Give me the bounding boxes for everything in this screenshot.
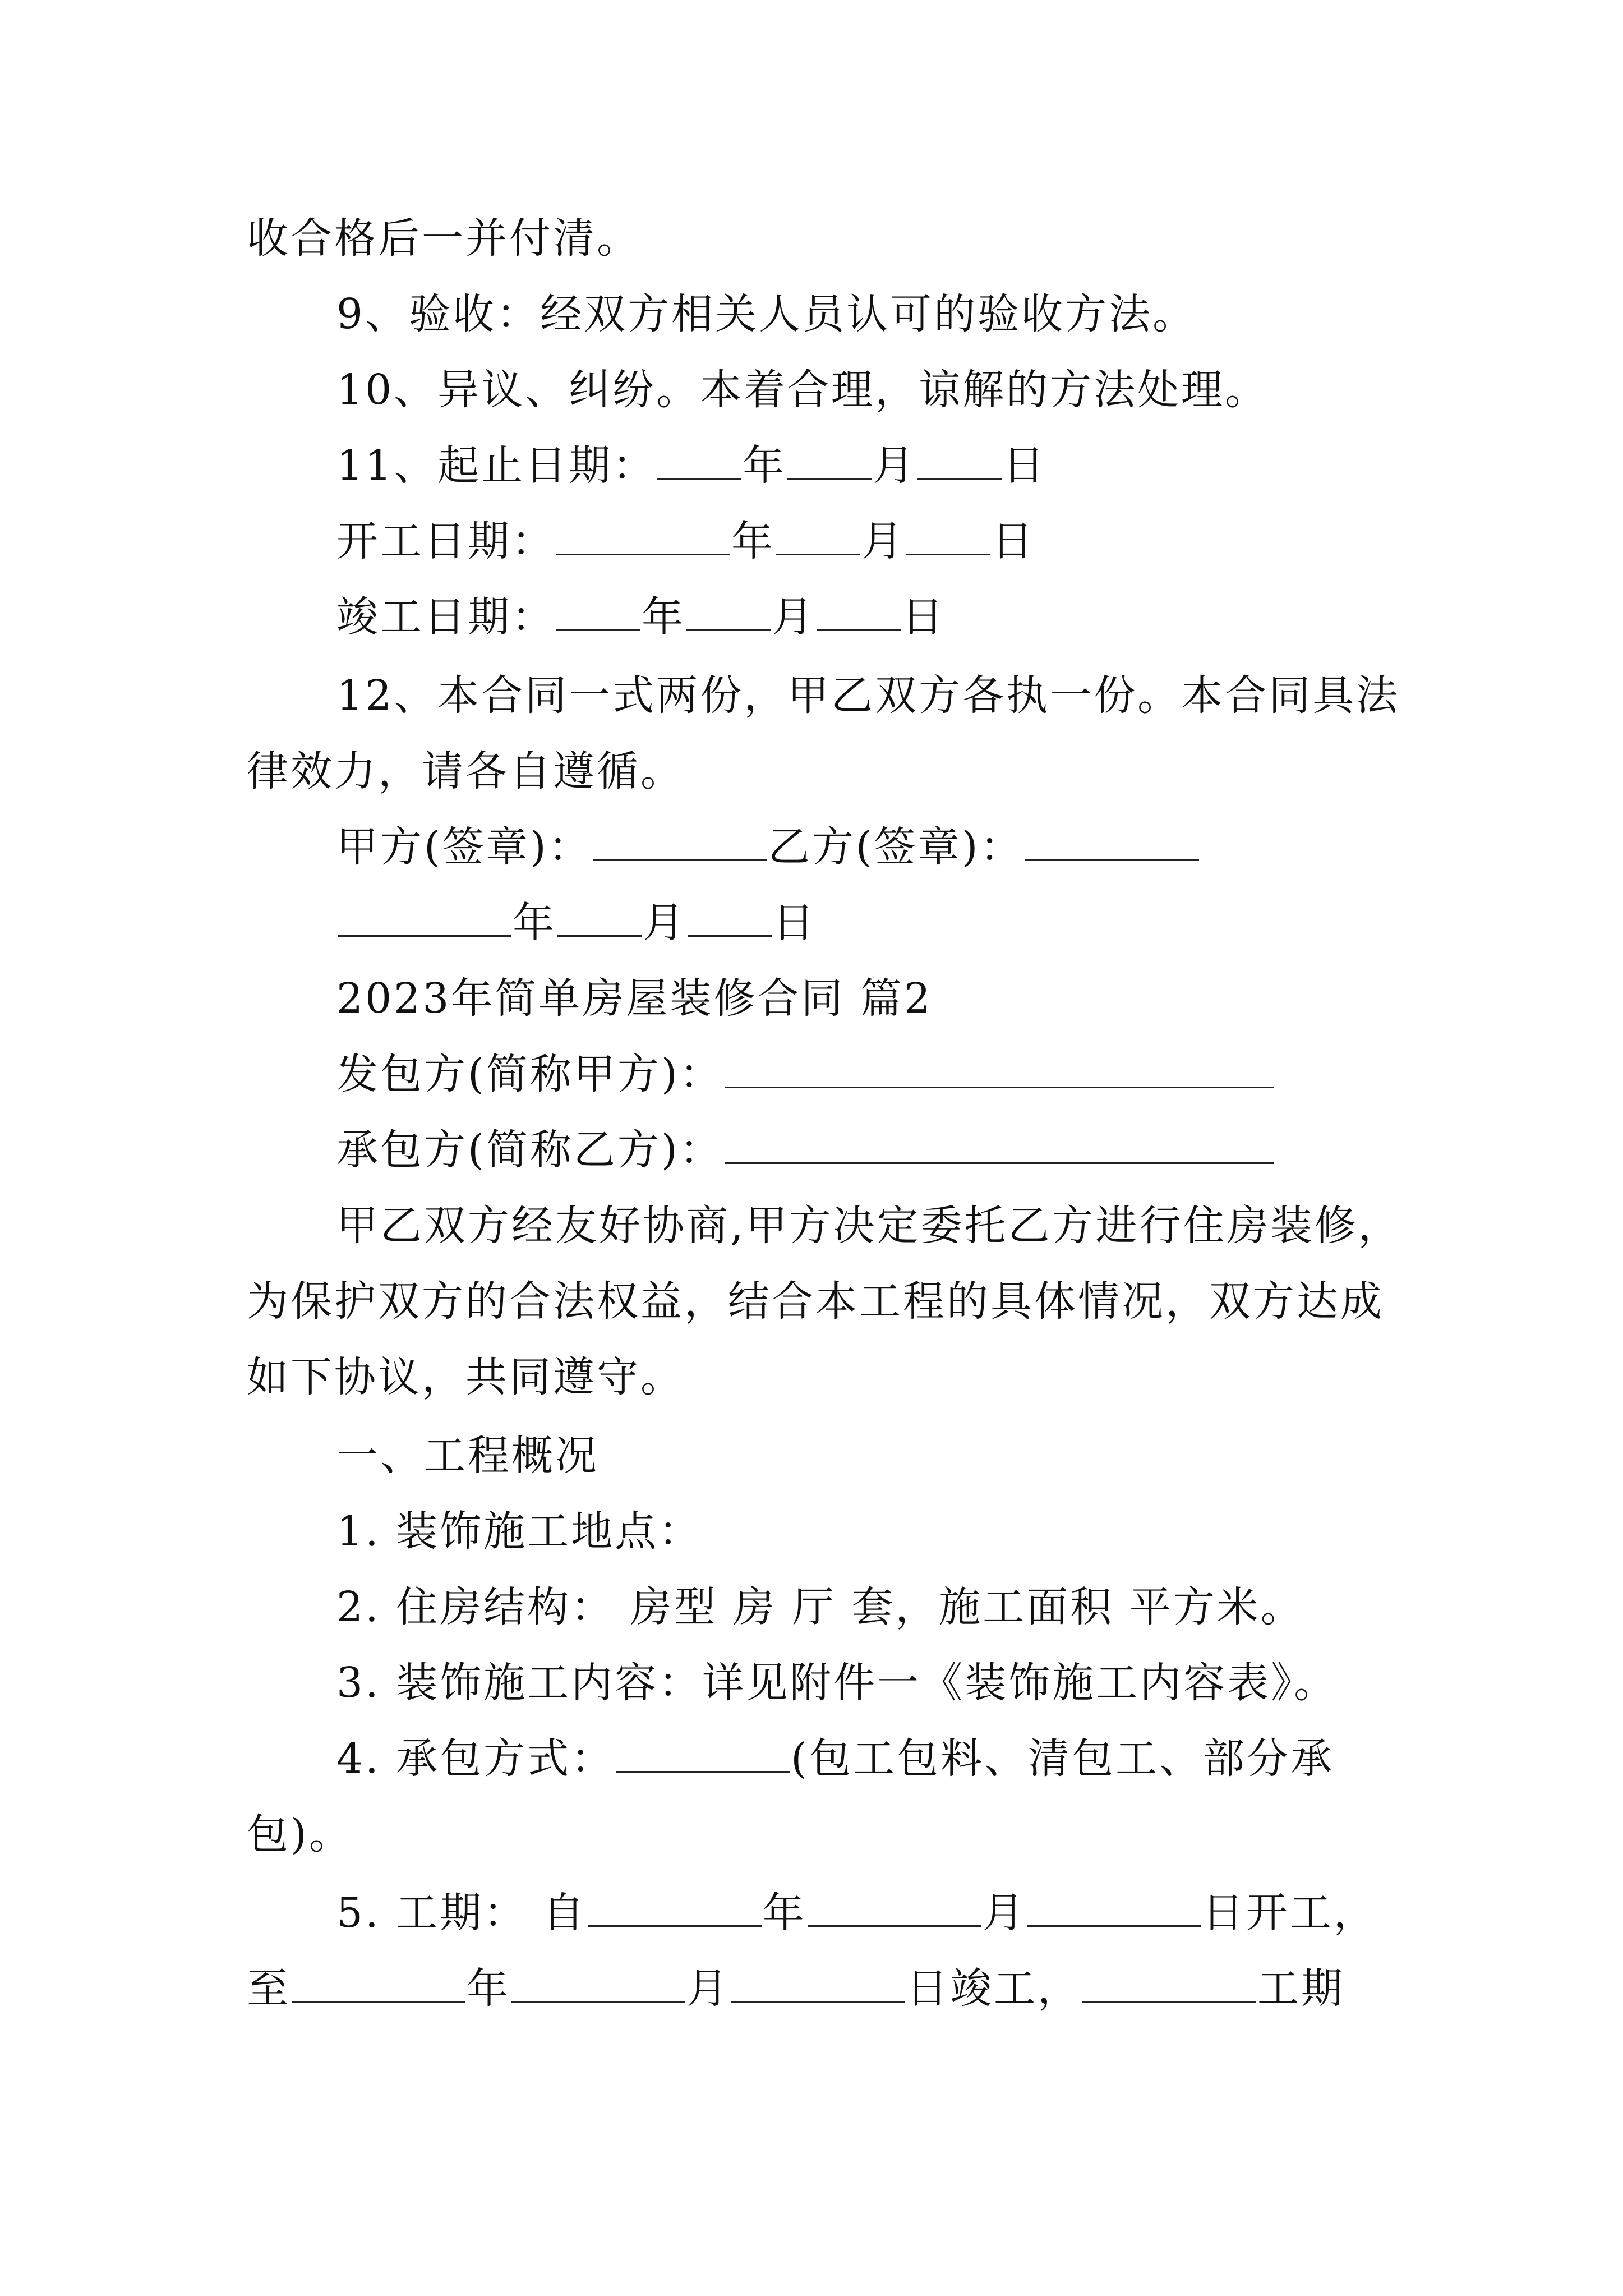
party-a-signature-blank[interactable] [593,820,767,861]
contractor-label: 承包方(简称乙方)： [336,1126,723,1174]
item-1-location: 1. 装饰施工地点： [336,1507,703,1556]
day-unit: 日 [1003,441,1047,490]
year-unit: 年 [743,441,787,490]
day-blank[interactable] [1027,1886,1201,1927]
month-unit: 月 [982,1889,1026,1937]
contract-mode-options: (包工包料、清包工、部分承 [791,1734,1335,1783]
year-unit: 年 [731,517,775,565]
section-title: 2023年简单房屋装修合同 篇2 [336,974,933,1023]
day-blank[interactable] [917,439,1002,480]
employer-blank[interactable] [725,1047,1274,1088]
year-unit: 年 [642,593,685,641]
day-unit: 日 [992,517,1035,565]
month-unit: 月 [861,517,905,565]
start-suffix: 日开工， [1202,1889,1377,1937]
clause-10-disputes: 10、异议、纠纷。本着合理，谅解的方法处理。 [336,366,1269,414]
year-blank[interactable] [338,896,511,937]
month-unit: 月 [873,441,917,490]
month-unit: 月 [686,1964,730,2013]
month-blank[interactable] [787,439,872,480]
month-unit: 月 [772,593,815,641]
section-heading: 一、工程概况 [336,1432,599,1480]
paragraph-line: 律效力，请各自遵循。 [247,747,684,795]
day-unit: 日 [902,593,946,641]
year-blank[interactable] [556,514,730,555]
month-blank[interactable] [686,590,771,631]
paragraph-line: 收合格后一并付清。 [247,214,640,263]
year-unit: 年 [467,1964,510,2013]
employer-line [336,1046,1481,1102]
start-end-date-label: 11、起止日期： [336,441,657,490]
contractor-blank[interactable] [725,1123,1274,1164]
clause-11-dates [336,438,1481,494]
item-2-structure: 2. 住房结构： 房型 房 厅 套，施工面积 平方米。 [336,1583,1304,1631]
item-3-content: 3. 装饰施工内容：详见附件一《装饰施工内容表》。 [336,1659,1338,1707]
party-b-signature-label: 乙方(签章)： [768,823,1024,871]
finish-date-line [336,589,1481,645]
day-unit: 日 [773,899,817,947]
period-label: 工期 [1257,1964,1345,2013]
month-blank[interactable] [808,1886,981,1927]
year-blank[interactable] [556,590,640,631]
year-blank[interactable] [657,439,741,480]
schedule-end-line [247,1961,1391,2017]
day-blank[interactable] [688,896,772,937]
clause-9-acceptance: 9、验收：经双方相关人员认可的验收方法。 [336,290,1197,338]
schedule-to: 至 [247,1964,291,2013]
contract-mode-blank[interactable] [616,1732,790,1773]
schedule-label: 5. 工期： 自 [336,1889,587,1937]
day-blank[interactable] [906,514,990,555]
paragraph-line: 为保护双方的合法权益，结合本工程的具体情况，双方达成 [247,1277,1384,1326]
period-blank[interactable] [1082,1962,1256,2003]
signature-line [336,819,1481,875]
item-4-contract-mode [336,1731,1481,1787]
month-blank[interactable] [557,896,642,937]
finish-date-label: 竣工日期： [336,593,555,641]
year-unit: 年 [762,1889,806,1937]
contractor-line [336,1122,1481,1178]
clause-12-copies: 12、本合同一式两份，甲乙双方各执一份。本合同具法 [336,671,1400,720]
start-date-line [336,513,1481,569]
finish-suffix: 日竣工， [906,1964,1081,2013]
contract-mode-label: 4. 承包方式： [336,1734,615,1783]
month-blank[interactable] [776,514,860,555]
employer-label: 发包方(简称甲方)： [336,1050,723,1098]
paragraph-line: 包)。 [247,1810,353,1858]
day-blank[interactable] [817,590,901,631]
party-b-signature-blank[interactable] [1025,820,1199,861]
paragraph-line: 如下协议，共同遵守。 [247,1353,684,1401]
party-a-signature-label: 甲方(签章)： [336,823,592,871]
year-blank[interactable] [292,1962,465,2003]
year-unit: 年 [513,899,556,947]
signature-date-line [336,895,1481,951]
start-date-label: 开工日期： [336,517,555,565]
paragraph-line: 甲乙双方经友好协商,甲方决定委托乙方进行住房装修， [336,1202,1402,1250]
day-blank[interactable] [731,1962,905,2003]
year-blank[interactable] [588,1886,762,1927]
item-5-schedule [336,1885,1481,1941]
month-unit: 月 [643,899,686,947]
month-blank[interactable] [511,1962,685,2003]
